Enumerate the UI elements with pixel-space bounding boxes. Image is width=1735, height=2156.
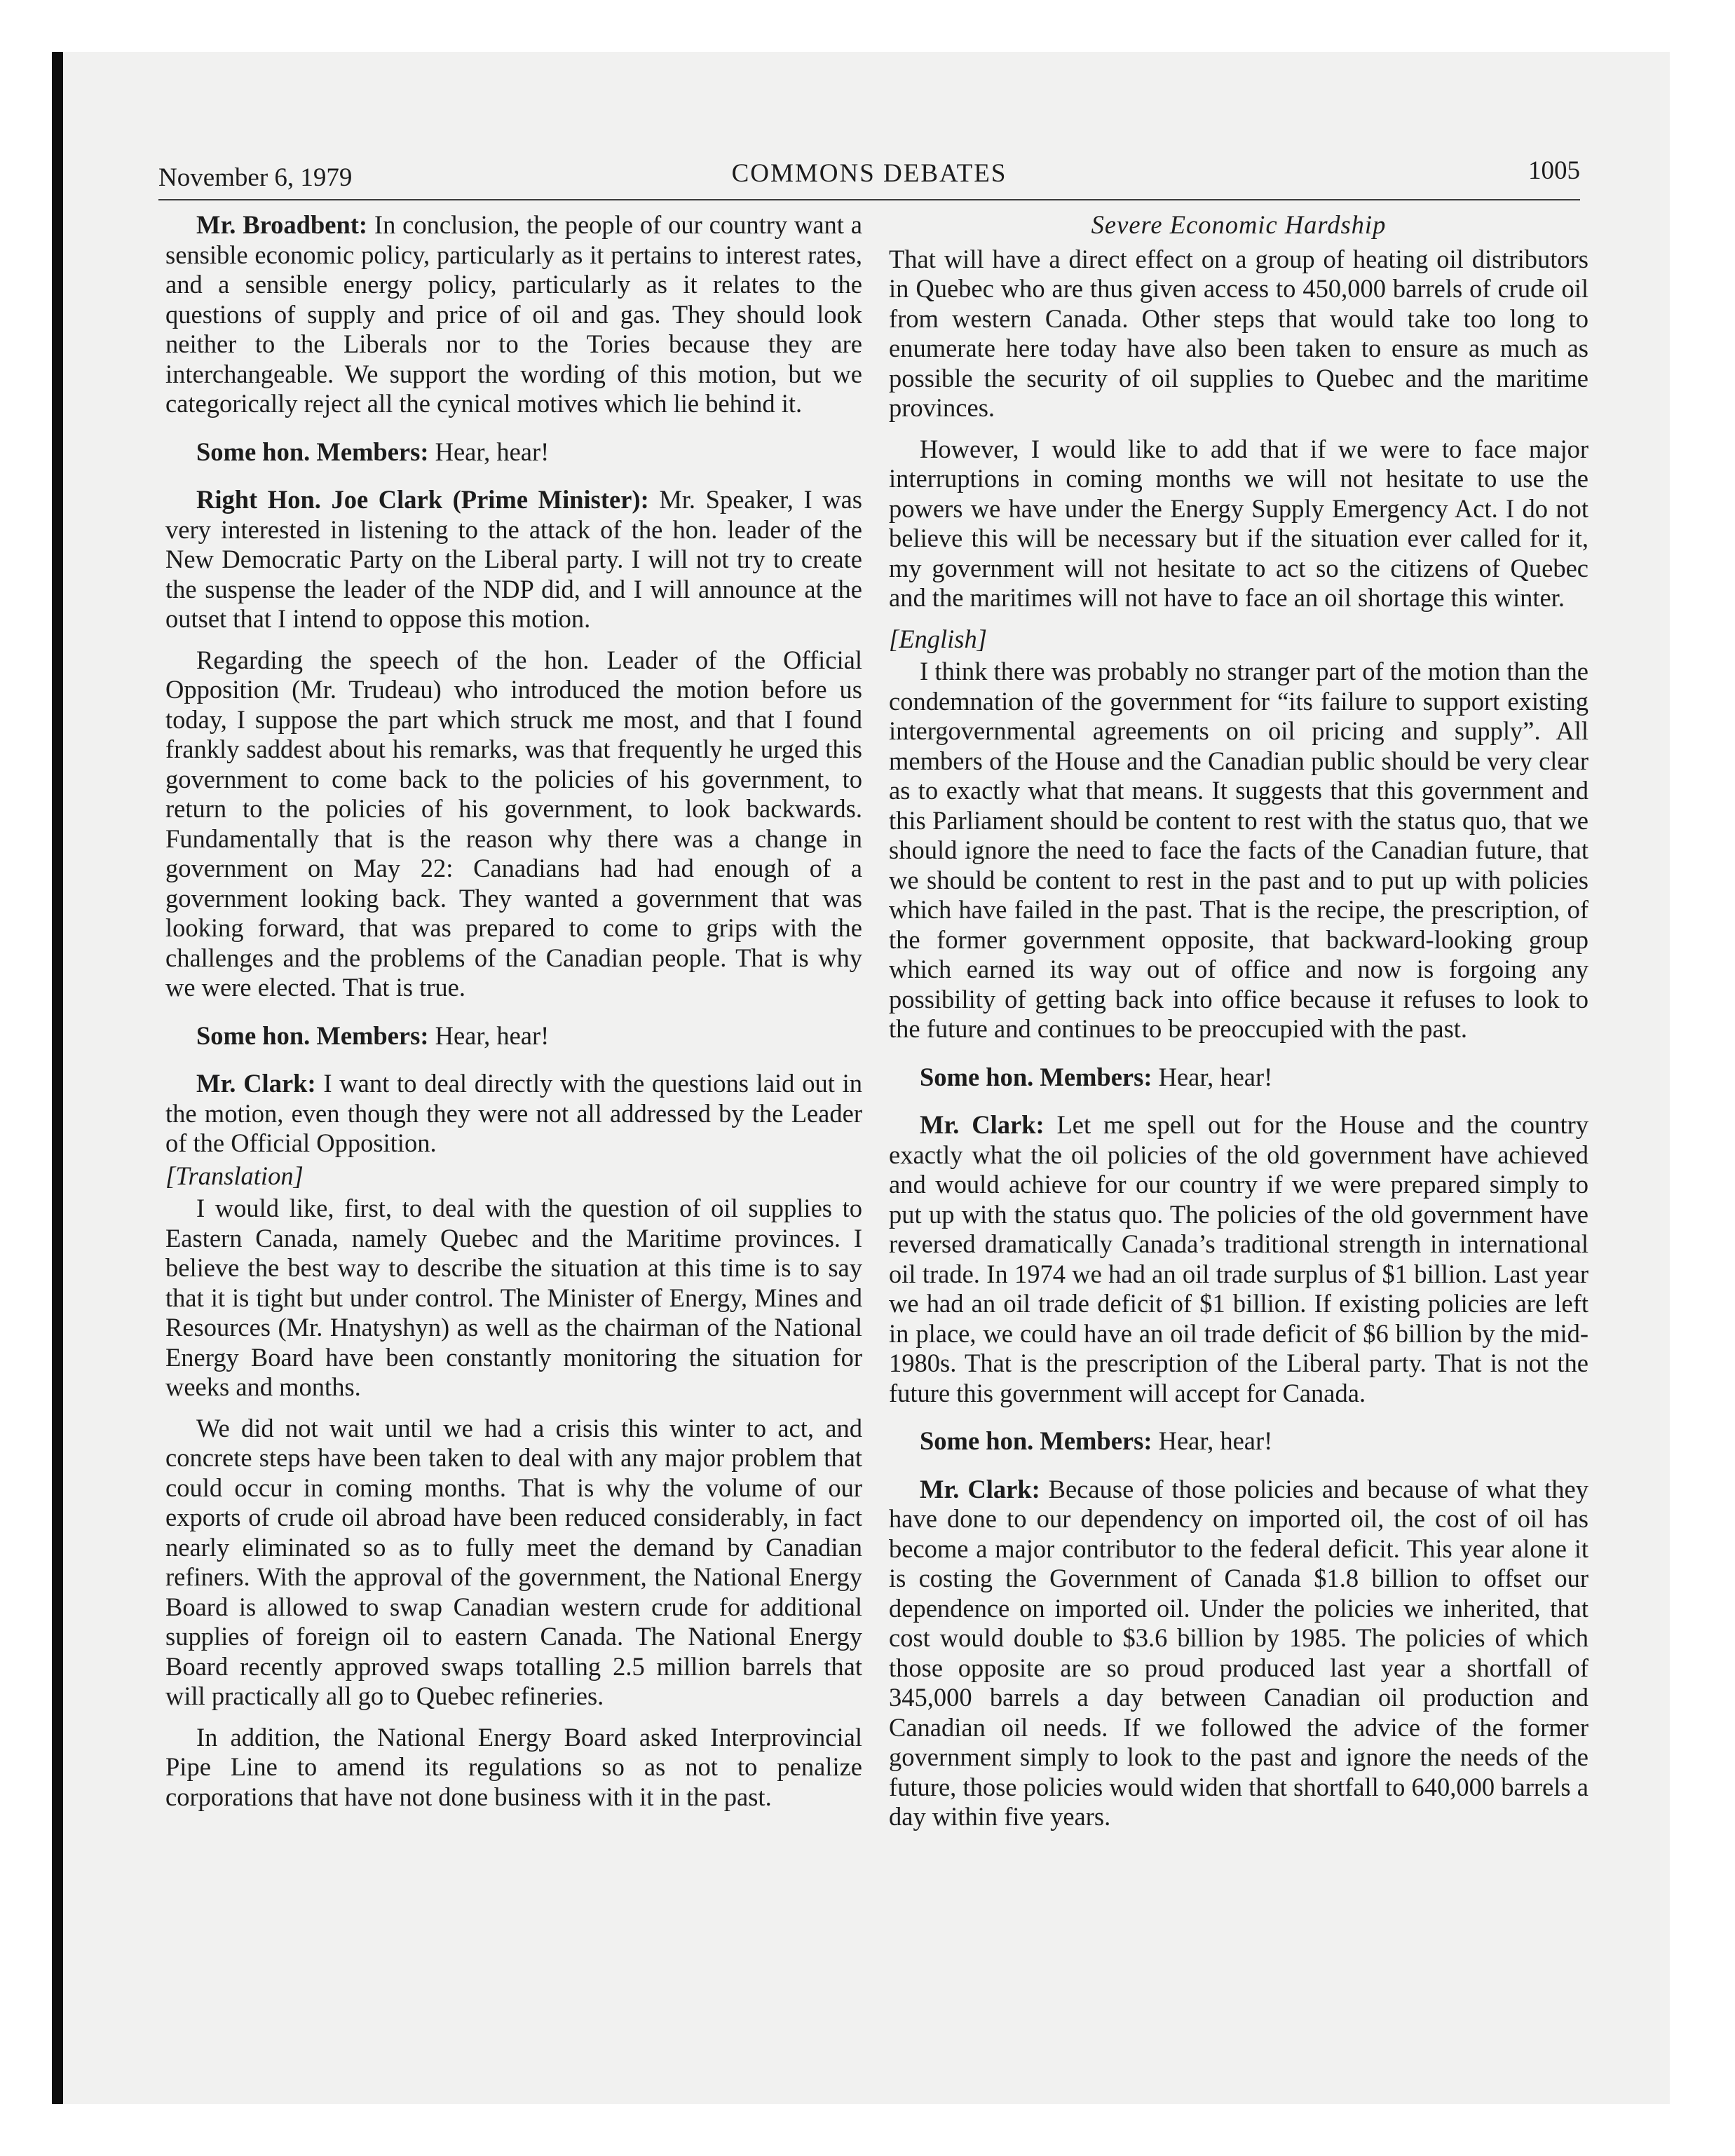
paragraph-text: I would like, first, to deal with the question of oil supplies to Eastern Canada, namely Quebec and the Maritime provinces. I believe the best way to describe the situation at this time is to say that it is tight but under control. The Minister of Energy, Mines and Resources (Mr. Hnatyshyn) as well as the chairman of the National Energy Board have been constantly monitoring the situation for weeks and months. [165,1194,862,1401]
paragraph-text: However, I would like to add that if we were to face major interruptions in coming months we will not hesitate to use the powers we have under the Energy Supply Emergency Act. I do not believe this will be necessary but if the situation ever called for it, my government will not hesitate to act so the citizens of Quebec and the maritimes will not have to face an oil shortage this winter. [889,434,1588,612]
header-rule [158,199,1580,200]
paragraph-text: In addition, the National Energy Board asked Interprovincial Pipe Line to amend its regulations so as not to penalize corporations that have not done business with it in the past. [165,1722,862,1811]
left-column [165,210,862,1823]
paragraph-text: Regarding the speech of the hon. Leader of the Official Opposition (Mr. Trudeau) who introduced the motion before us today, I suppose the part which struck me most, and that I found frankly saddest about his remarks, was that frequently he urged this government to come back to the policies of his government, to return to the policies of his government, to look backwards. Fundamentally that is the reason why there was a change in government on May 22: Canadians had had enough of a government looking back. They wanted a government that was looking forward, that was prepared to come to grips with the challenges and the problems of the Canadian people. That is why we were elected. That is true. [165,645,862,1002]
speaker-name: Mr. Clark: [196,1069,316,1098]
paragraph-text: Mr. Speaker, I was very interested in listening to the attack of the hon. leader of the New Democratic Party on the Liberal party. I will not try to create the suspense the leader of the NDP did, and I will announce at the outset that I intend to oppose this motion. [165,485,863,633]
paragraph [165,1194,862,1403]
speaker-name: Some hon. Members: [196,1021,429,1050]
paragraph [165,437,862,468]
paragraph [165,1021,862,1051]
paragraph-text: Because of those policies and because of what they have done to our dependency on imported oil, the cost of oil has become a major contributor to the federal deficit. This year alone it is costing the Government of Canada $1.8 billion to offset our dependence on imported oil. Under the policies we inherited, that cost would double to $3.6 billion by 1985. The policies of which those opposite are so proud produced last year a shortfall of 345,000 barrels a day between Canadian oil production and Canadian oil needs. If we followed the advice of the former government simply to look to the past and ignore the needs of the future, those policies would widen that shortfall to 640,000 barrels a day within five years. [889,1474,1588,1831]
header-date: November 6, 1979 [158,163,353,192]
speaker-name: Some hon. Members: [920,1062,1152,1091]
paragraph [889,435,1588,613]
paragraph-text: That will have a direct effect on a group of heating oil distributors in Quebec who are thus given access to 450,000 barrels of crude oil from western Canada. Other steps that would take too long to enumerate here today have also been taken to ensure as much as possible the security of oil supplies to Quebec and the maritime provinces. [889,244,1588,422]
paragraph-text: Hear, hear! [428,1021,550,1050]
paragraph-text: We did not wait until we had a crisis this winter to act, and concrete steps have been taken to deal with any major problem that could occur in coming months. That is why the volume of our exports of crude oil abroad have been reduced considerably, in fact nearly eliminated so as to fully meet the demand by Canadian refiners. With the approval of the government, the National Energy Board is allowed to swap Canadian western crude for additional supplies of foreign oil to eastern Canada. The National Energy Board recently approved swaps totalling 2.5 million barrels that will practically all go to Quebec refineries. [165,1413,862,1710]
paragraph [889,245,1588,423]
paragraph [165,646,862,1003]
paragraph [889,1063,1588,1093]
paragraph [889,1475,1588,1832]
language-marker: [Translation] [165,1161,304,1190]
paragraph-text: Hear, hear! [428,437,550,466]
speaker-name: Mr. Clark: [920,1110,1045,1139]
speaker-name: Some hon. Members: [196,437,429,466]
paragraph [165,1414,862,1712]
paragraph-text: Hear, hear! [1152,1062,1273,1091]
header-title: COMMONS DEBATES [731,159,1007,188]
speaker-name: Mr. Broadbent: [196,210,368,239]
language-marker: [English] [889,624,987,653]
paragraph-text: Hear, hear! [1152,1426,1273,1455]
header-page-number: 1005 [1528,156,1580,185]
paragraph [165,1069,862,1159]
paragraph [889,1426,1588,1456]
speaker-name: Right Hon. Joe Clark (Prime Minister): [196,485,649,514]
paragraph-text: Let me spell out for the House and the country exactly what the oil policies of the old government have achieved and would achieve for our country if we were prepared simply to put up with the status quo. The policies of the old government have reversed dramatically Canada’s traditional strength in international oil trade. In 1974 we had an oil trade surplus of $1 billion. Last year we had an oil trade deficit of $1 billion. If existing policies are left in place, we could have an oil trade deficit of $6 billion by the mid-1980s. That is the prescription of the Liberal party. That is not the future this government will accept for Canada. [889,1110,1588,1407]
right-column [889,210,1588,1843]
paragraph [165,210,862,419]
speaker-name: Some hon. Members: [920,1426,1152,1455]
paragraph [165,1723,862,1813]
page-binding-edge [52,52,63,2104]
paragraph-text: I think there was probably no stranger part of the motion than the condemnation of the government for “its failure to support existing intergovernmental agreements on oil pricing and supply”. All members of the House and the Canadian public should be very clear as to exactly what that means. It suggests that this government and this Parliament should be content to rest with the status quo, that we should ignore the need to face the facts of the Canadian future, that we should be content to rest in the past and to put up with policies which have failed in the past. That is the recipe, the prescription, of the former government opposite, that backward-looking group which earned its way out of office and now is forgoing any possibility of getting back into office because it refuses to look to the future and continues to be preoccupied with the past. [889,657,1588,1043]
speaker-name: Mr. Clark: [920,1474,1040,1503]
paragraph [165,485,862,634]
page-header [158,156,1580,198]
paragraph-text: I want to deal directly with the questions laid out in the motion, even though they were not all addressed by the Leader of the Official Opposition. [165,1069,862,1157]
paragraph [889,1110,1588,1408]
paragraph [889,657,1588,1044]
section-subheading: Severe Economic Hardship [1091,210,1387,239]
paragraph-text: In conclusion, the people of our country want a sensible economic policy, particularly as it pertains to interest rates, and a sensible energy policy, particularly as it relates to the questions of supply and price of oil and gas. They should look neither to the Liberals nor to the Tories because they are interchangeable. We support the wording of this motion, but we categorically reject all the cynical motives which lie behind it. [165,210,862,418]
